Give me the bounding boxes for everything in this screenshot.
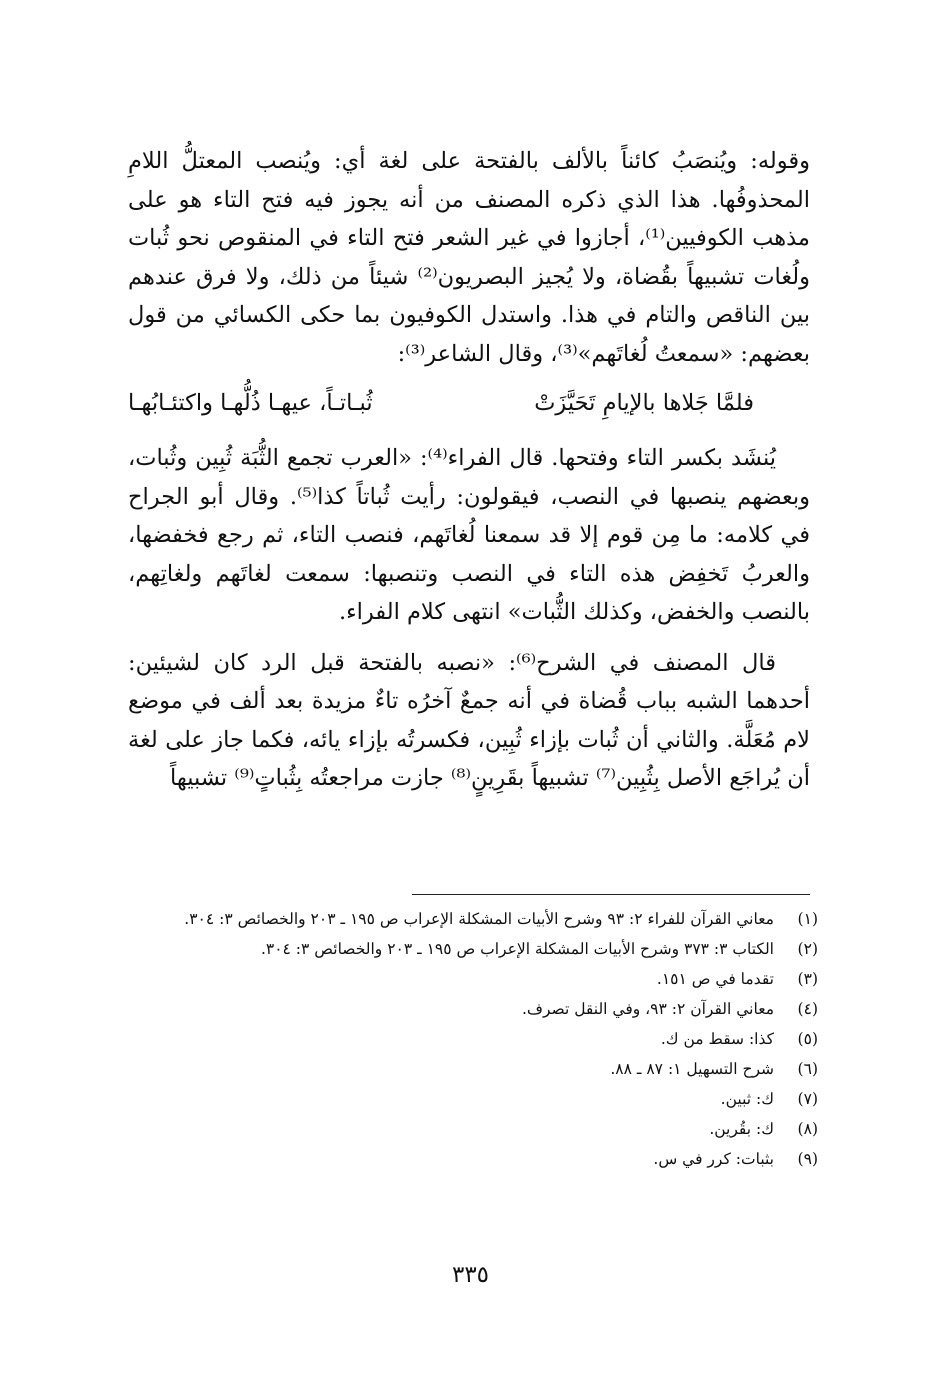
footnote	[128, 1084, 818, 1114]
footnote-text: ك: بقُرين.	[709, 1120, 774, 1138]
footnote-number: (١)	[797, 910, 818, 928]
footnote-number: (٧)	[797, 1090, 818, 1108]
footnote	[128, 994, 818, 1024]
footnote	[128, 1024, 818, 1054]
footnote-text: معاني القرآن ٢: ٩٣، وفي النقل تصرف.	[521, 1000, 774, 1018]
footnote	[128, 934, 818, 964]
footnote	[128, 1144, 818, 1174]
footnote-number: (٩)	[797, 1150, 818, 1168]
paragraph-1: وقوله: ويُنصَبُ كائناً بالألف بالفتحة على لغة أي: ويُنصب المعتلُّ اللامِ المحذوفُها. هذا الذي ذكره المصنف من أنه يجوز فيه فتح التاء هو على مذهب الكوفيين⁽¹⁾، أجازوا في غير الشعر فتح التاء في المنقوص نحو ثُبات ولُغات تشبيهاً بقُضاة، ولا يُجيز البصريون⁽²⁾ شيئاً من ذلك، ولا فرق عندهم بين الناقص والتام في هذا. واستدل الكوفيون بما حكى الكسائي من قول بعضهم: «سمعتُ لُغاتَهم»⁽³⁾، وقال الشاعر⁽³⁾:	[128, 148, 810, 367]
poetry-verse	[128, 381, 810, 425]
footnote-text: الكتاب ٣: ٣٧٣ وشرح الأبيات المشكلة الإعراب ص ١٩٥ ـ ٢٠٣ والخصائص ٣: ٣٠٤.	[260, 940, 774, 958]
footnote-number: (٣)	[797, 970, 818, 988]
footnote-text: ك: ثبين.	[720, 1090, 774, 1108]
footnote-number: (٥)	[797, 1030, 818, 1048]
main-text	[128, 142, 810, 798]
footnote	[128, 964, 818, 994]
footnote-text: معاني القرآن للفراء ٢: ٩٣ وشرح الأبيات المشكلة الإعراب ص ١٩٥ ـ ٢٠٣ والخصائص ٣: ٣٠٤.	[184, 910, 774, 928]
footnote	[128, 904, 818, 934]
footnote-text: كذا: سقط من ك.	[660, 1030, 774, 1048]
footnotes	[128, 904, 818, 1174]
footnote	[128, 1114, 818, 1144]
paragraph-2: يُنشَد بكسر التاء وفتحها. قال الفراء⁽⁴⁾: «العرب تجمع الثُّبَة ثُبِين وثُبات، وبعضهم ينصبها في النصب، فيقولون: رأيت ثُباتاً كذا⁽⁵⁾. وقال أبو الجراح في كلامه: ما مِن قوم إلا قد سمعنا لُغاتَهم، فنصب التاء، ثم رجع فخفضها، والعربُ تَخفِض هذه التاء في النصب وتنصبها: سمعت لغاتَهم ولغاتِهم، بالنصب والخفض، وكذلك الثُّبات» انتهى كلام الفراء.	[128, 445, 811, 625]
footnote-text: شرح التسهيل ١: ٨٧ ـ ٨٨.	[610, 1060, 774, 1078]
footnote-number: (٤)	[797, 1000, 818, 1018]
verse-second-hemistich: ثُبـاتـاً، عيهـا ذُلُّهـا واكتئـابُهـا	[128, 390, 373, 416]
footnote-separator	[412, 894, 810, 895]
footnote-text: تقدما في ص ١٥١.	[656, 970, 774, 988]
paragraph-3: قال المصنف في الشرح⁽⁶⁾: «نصبه بالفتحة قبل الرد كان لشيئين: أحدهما الشبه بباب قُضاة في أنه جمعٌ آخرُه تاءٌ مزيدة بعد ألف في موضع لام مُعَلَّة. والثاني أن ثُبات بإزاء ثُبِين، فكسرتُه بإزاء يائه، فكما جاز على لغة أن يُراجَع الأصل بِثُبِين⁽⁷⁾ تشبيهاً بقَرِينٍ⁽⁸⁾ جازت مراجعتُه بِثُباتٍ⁽⁹⁾ تشبيهاً	[128, 649, 810, 791]
footnote	[128, 1054, 818, 1084]
verse-first-hemistich: فلمَّا جَلاها بالإيامِ تَحَيَّزَتْ	[534, 390, 754, 416]
footnote-number: (٦)	[797, 1060, 818, 1078]
page-number: ٣٣٥	[451, 1262, 490, 1288]
footnote-number: (٢)	[797, 940, 818, 958]
footnote-text: بثبات: كرر في س.	[653, 1150, 774, 1168]
footnote-number: (٨)	[797, 1120, 818, 1138]
